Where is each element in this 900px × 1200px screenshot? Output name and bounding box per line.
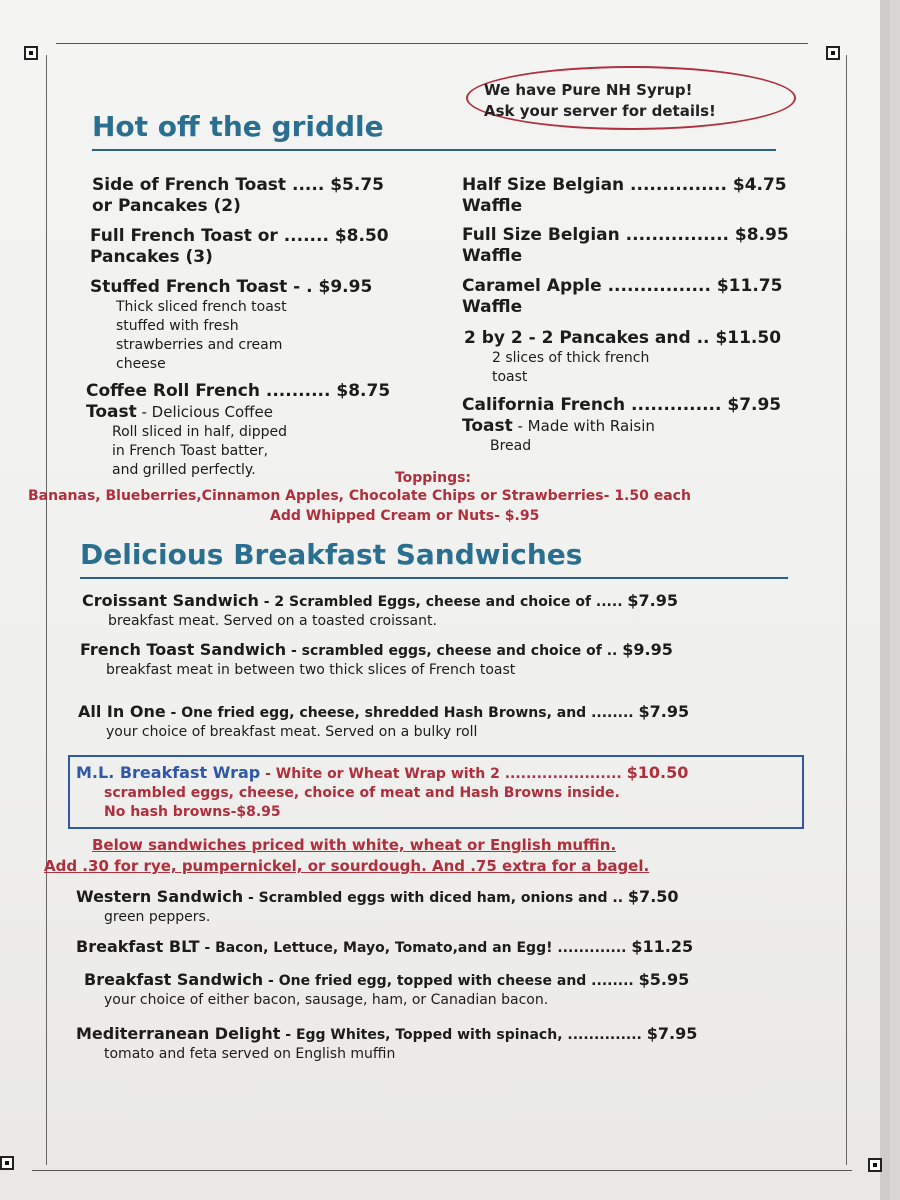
sandwich-croissant xyxy=(82,590,678,631)
sandwich-french-toast xyxy=(80,639,673,680)
leader-dots: .. xyxy=(690,328,716,348)
item-price: $11.75 xyxy=(716,276,783,296)
griddle-item-side-french-toast xyxy=(92,175,384,217)
item-desc: - 2 Scrambled Eggs, cheese and choice of xyxy=(258,594,592,610)
leader-dots: ........ xyxy=(586,973,639,989)
leader-dots: ............. xyxy=(552,940,632,956)
leader-dots: ....... xyxy=(277,226,335,246)
item-desc: toast xyxy=(492,369,528,385)
item-desc: strawberries and cream xyxy=(116,337,283,353)
item-desc: Bread xyxy=(490,438,532,454)
item-desc: Thick sliced french toast xyxy=(116,299,287,315)
page-edge xyxy=(880,0,890,1200)
sandwiches-heading-rule xyxy=(80,577,788,579)
item-desc: - scrambled eggs, cheese and choice of xyxy=(286,643,602,659)
griddle-item-half-belgian xyxy=(462,175,787,217)
toppings-line-2: Add Whipped Cream or Nuts- $.95 xyxy=(270,508,540,524)
item-name-cont: Waffle xyxy=(462,297,523,317)
leader-dots: ..... xyxy=(286,175,331,195)
griddle-item-coffee-roll-french-toast xyxy=(86,381,390,480)
item-price: $11.25 xyxy=(631,937,694,956)
corner-mark-bottom-right xyxy=(868,1158,882,1172)
item-price: $9.95 xyxy=(622,640,673,659)
item-desc-cont: breakfast meat. Served on a toasted croissant. xyxy=(108,613,437,629)
item-name: Coffee Roll French xyxy=(86,381,260,401)
leader-dots: .............. xyxy=(625,395,728,415)
griddle-heading-rule xyxy=(92,149,776,151)
item-desc: - White or Wheat Wrap with 2 xyxy=(260,766,500,782)
griddle-heading: Hot off the griddle xyxy=(92,110,384,143)
sandwich-western xyxy=(76,886,679,927)
item-desc-cont: your choice of either bacon, sausage, ham, or Canadian bacon. xyxy=(104,992,549,1008)
leader-dots: ................ xyxy=(619,225,735,245)
leader-dots: ..... xyxy=(591,594,628,610)
item-name: Breakfast BLT xyxy=(76,937,200,956)
item-price: $5.95 xyxy=(638,970,690,989)
griddle-item-caramel-apple-waffle xyxy=(462,276,782,318)
corner-mark-top-left xyxy=(24,46,38,60)
item-desc-cont: tomato and feta served on English muffin xyxy=(104,1046,396,1062)
syrup-line-1: We have Pure NH Syrup! xyxy=(484,81,693,99)
griddle-item-full-belgian xyxy=(462,225,789,267)
sandwich-breakfast-blt xyxy=(76,936,693,958)
pricing-note-line-1: Below sandwiches priced with white, wheat or English muffin. xyxy=(92,836,617,854)
item-price: $8.75 xyxy=(336,381,391,401)
item-name: Full French Toast or xyxy=(90,226,278,246)
toppings-line-1: Bananas, Blueberries,Cinnamon Apples, Chocolate Chips or Strawberries- 1.50 each xyxy=(28,488,691,504)
item-name: French Toast Sandwich xyxy=(80,640,287,659)
leader-dots: ........ xyxy=(586,705,639,721)
item-desc-inline: - Delicious Coffee xyxy=(136,403,273,421)
leader-dots: ................ xyxy=(601,276,717,296)
item-desc: - One fried egg, topped with cheese and xyxy=(263,973,587,989)
item-name: Half Size Belgian xyxy=(462,175,625,195)
item-price: $7.95 xyxy=(627,591,678,610)
item-desc: Roll sliced in half, dipped xyxy=(112,424,288,440)
item-name: Croissant Sandwich xyxy=(82,591,259,610)
item-name: Western Sandwich xyxy=(76,887,244,906)
item-desc: - Scrambled eggs with diced ham, onions and xyxy=(243,890,608,906)
griddle-item-2-by-2 xyxy=(464,328,781,387)
item-desc: and grilled perfectly. xyxy=(112,462,256,478)
item-price: $9.95 xyxy=(318,277,373,297)
item-price: $7.95 xyxy=(646,1024,698,1043)
item-desc: in French Toast batter, xyxy=(112,443,269,459)
item-name: California French xyxy=(462,395,626,415)
item-desc-inline: - Made with Raisin xyxy=(512,417,655,435)
griddle-item-california-french-toast xyxy=(462,395,781,456)
item-name-cont: Waffle xyxy=(462,246,523,266)
frame-line-top xyxy=(56,43,808,44)
item-desc: - Bacon, Lettuce, Mayo, Tomato,and an Egg! xyxy=(199,940,553,956)
sandwich-breakfast-sandwich xyxy=(84,969,689,1010)
item-name: Stuffed French Toast - xyxy=(90,277,301,297)
sandwich-mediterranean-delight xyxy=(76,1023,697,1064)
item-name-cont: Waffle xyxy=(462,196,523,216)
item-desc-cont: green peppers. xyxy=(104,909,211,925)
item-name: 2 by 2 - 2 Pancakes and xyxy=(464,328,691,348)
leader-dots: ...................... xyxy=(499,766,627,782)
item-desc: 2 slices of thick french xyxy=(492,350,650,366)
syrup-line-2: Ask your server for details! xyxy=(484,102,716,120)
leader-dots: . xyxy=(300,277,319,297)
item-price: $11.50 xyxy=(715,328,782,348)
item-price: $7.95 xyxy=(727,395,782,415)
item-name: Side of French Toast xyxy=(92,175,287,195)
item-desc: stuffed with fresh xyxy=(116,318,239,334)
item-price: $5.75 xyxy=(330,175,384,195)
item-price: $4.75 xyxy=(732,175,787,195)
frame-line-left xyxy=(46,55,47,1165)
item-name: Breakfast Sandwich xyxy=(84,970,264,989)
item-price: $8.50 xyxy=(334,226,389,246)
leader-dots: ............... xyxy=(624,175,733,195)
leader-dots: .. xyxy=(607,890,628,906)
item-name-cont: Pancakes (3) xyxy=(90,247,213,267)
pricing-note-line-2: Add .30 for rye, pumpernickel, or sourdough. And .75 extra for a bagel. xyxy=(44,857,650,875)
corner-mark-top-right xyxy=(826,46,840,60)
item-name-cont: or Pancakes (2) xyxy=(92,196,241,216)
item-desc-cont: breakfast meat in between two thick slices of French toast xyxy=(106,662,516,678)
item-desc: cheese xyxy=(116,356,166,372)
griddle-item-full-french-toast xyxy=(90,226,389,268)
item-name: All In One xyxy=(78,702,166,721)
leader-dots: .......... xyxy=(259,381,337,401)
item-name: Mediterranean Delight xyxy=(76,1024,281,1043)
frame-line-right xyxy=(846,55,847,1165)
item-name: Caramel Apple xyxy=(462,276,602,296)
sandwich-breakfast-wrap xyxy=(76,762,688,822)
item-price: $7.95 xyxy=(638,702,690,721)
leader-dots: .............. xyxy=(562,1027,647,1043)
griddle-item-stuffed-french-toast xyxy=(90,277,372,374)
item-desc: - Egg Whites, Topped with spinach, xyxy=(280,1027,563,1043)
corner-mark-bottom-left xyxy=(0,1156,14,1170)
sandwich-all-in-one xyxy=(78,701,689,742)
leader-dots: .. xyxy=(601,643,623,659)
toppings-label: Toppings: xyxy=(394,470,472,486)
item-desc-cont: scrambled eggs, cheese, choice of meat and Hash Browns inside. xyxy=(104,785,620,801)
item-name: Full Size Belgian xyxy=(462,225,620,245)
item-name-cont: Toast xyxy=(462,416,513,436)
item-price: $10.50 xyxy=(626,763,689,782)
item-desc-cont: your choice of breakfast meat. Served on a bulky roll xyxy=(106,724,478,740)
item-name-cont: Toast xyxy=(86,402,137,422)
item-desc: - One fried egg, cheese, shredded Hash Browns, and xyxy=(165,705,587,721)
frame-line-bottom xyxy=(32,1170,852,1171)
sandwiches-heading: Delicious Breakfast Sandwiches xyxy=(80,538,583,571)
item-price: $8.95 xyxy=(734,225,789,245)
item-price: $7.50 xyxy=(627,887,679,906)
item-desc-cont: No hash browns-$8.95 xyxy=(104,804,281,820)
item-name: M.L. Breakfast Wrap xyxy=(76,763,261,782)
